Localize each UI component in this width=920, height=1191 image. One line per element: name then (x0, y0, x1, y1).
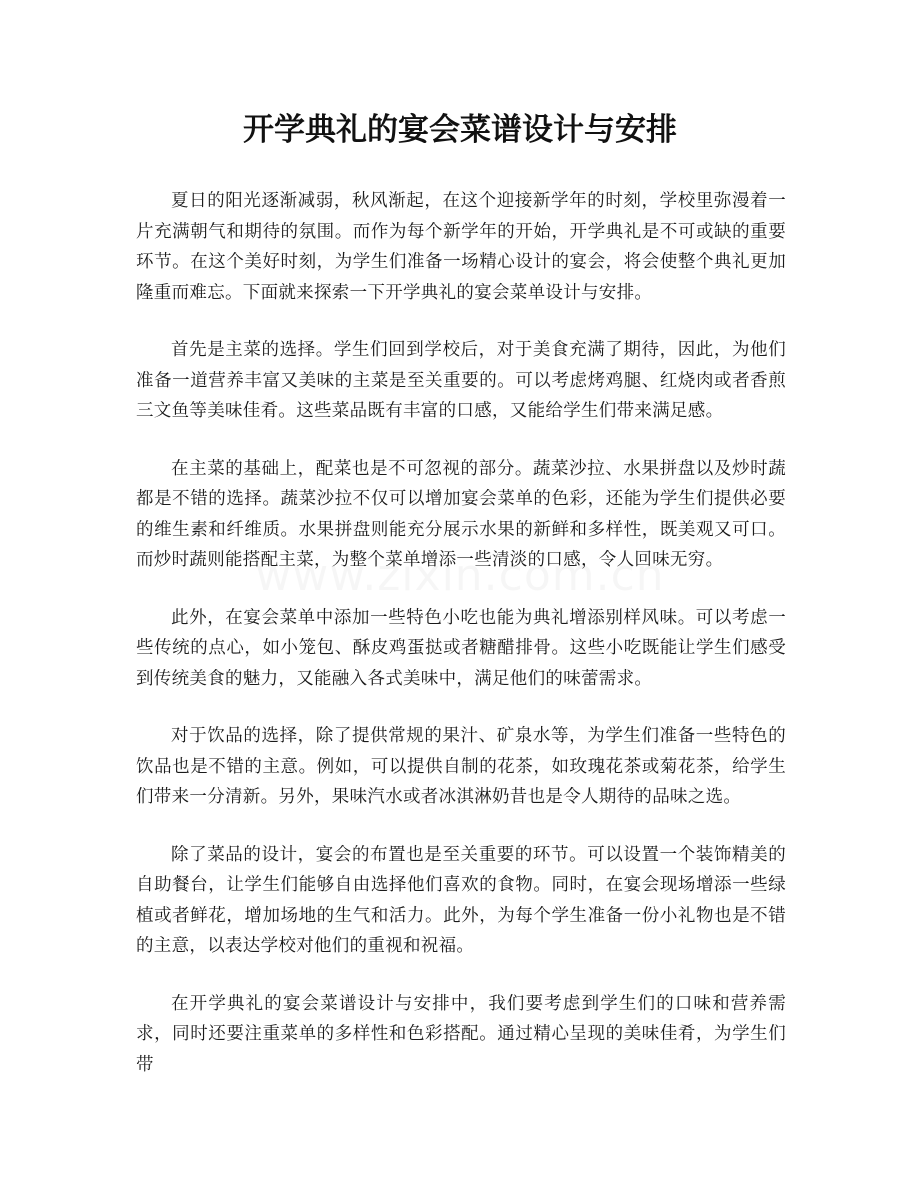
document-title: 开学典礼的宴会菜谱设计与安排 (243, 112, 677, 148)
paragraph-conclusion: 在开学典礼的宴会菜谱设计与安排中，我们要考虑到学生们的口味和营养需求，同时还要注重菜单的多样性和色彩搭配。通过精心呈现的美味佳肴，为学生们带 (136, 993, 786, 1075)
paragraph-drinks: 对于饮品的选择，除了提供常规的果汁、矿泉水等，为学生们准备一些特色的饮品也是不错的主意。例如，可以提供自制的花茶，如玫瑰花茶或菊花茶，给学生们带来一分清新。另外，果味汽水或者冰淇淋奶昔也是令人期待的品味之选。 (136, 726, 786, 807)
paragraph-arrangement: 除了菜品的设计，宴会的布置也是至关重要的环节。可以设置一个装饰精美的自助餐台，让学生们能够自由选择他们喜欢的食物。同时，在宴会现场增添一些绿植或者鲜花，增加场地的生气和活力。此外，为每个学生准备一份小礼物也是不错的主意，以表达学校对他们的重视和祝福。 (136, 844, 786, 956)
document-body (136, 186, 786, 1107)
paragraph-snacks: 此外，在宴会菜单中添加一些特色小吃也能为典礼增添别样风味。可以考虑一些传统的点心，如小笼包、酥皮鸡蛋挞或者糖醋排骨。这些小吃既能让学生们感受到传统美食的魅力，又能融入各式美味中，满足他们的味蕾需求。 (136, 607, 786, 689)
paragraph-intro: 夏日的阳光逐渐减弱，秋风渐起，在这个迎接新学年的时刻，学校里弥漫着一片充满朝气和期待的氛围。而作为每个新学年的开始，开学典礼是不可或缺的重要环节。在这个美好时刻，为学生们准备一场精心设计的宴会，将会使整个典礼更加隆重而难忘。下面就来探索一下开学典礼的宴会菜单设计与安排。 (136, 191, 786, 303)
paragraph-main-dish: 首先是主菜的选择。学生们回到学校后，对于美食充满了期待，因此，为他们准备一道营养丰富又美味的主菜是至关重要的。可以考虑烤鸡腿、红烧肉或者香煎三文鱼等美味佳肴。这些菜品既有丰富的口感，又能给学生们带来满足感。 (136, 340, 786, 421)
paragraph-side-dish: 在主菜的基础上，配菜也是不可忽视的部分。蔬菜沙拉、水果拼盘以及炒时蔬都是不错的选择。蔬菜沙拉不仅可以增加宴会菜单的色彩，还能为学生们提供必要的维生素和纤维质。水果拼盘则能充分展示水果的新鲜和多样性，既美观又可口。而炒时蔬则能搭配主菜，为整个菜单增添一些清淡的口感，令人回味无穷。 (136, 458, 786, 570)
